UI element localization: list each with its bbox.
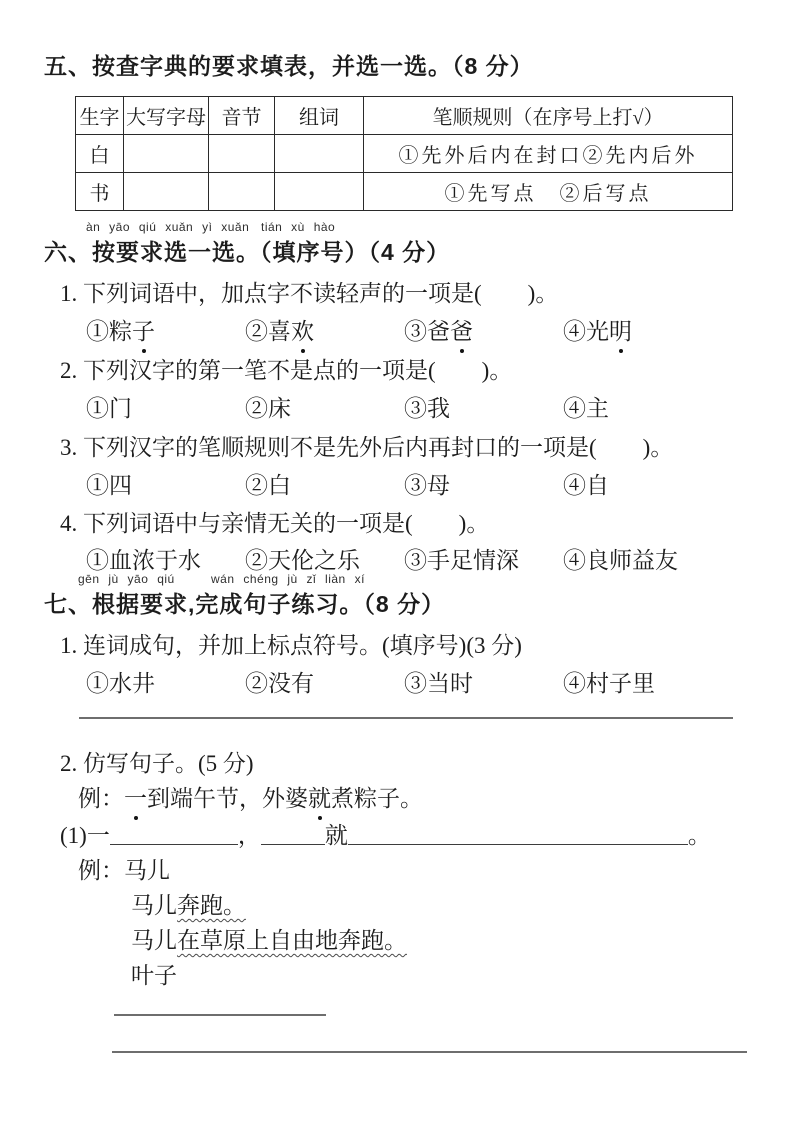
- header-shengzi: 生字: [76, 97, 124, 135]
- rule-choice-cell[interactable]: ①先写点 ②后写点: [364, 173, 733, 211]
- option-text: ②白: [245, 473, 291, 498]
- option-1[interactable]: [86, 313, 245, 346]
- dictionary-table: [75, 96, 733, 211]
- section7-pinyin-rest: wán chéng jù zǐ liàn xí: [211, 572, 365, 586]
- fill-blank-2[interactable]: [261, 822, 325, 845]
- option-2[interactable]: [245, 313, 404, 346]
- option-text: ②床: [245, 396, 291, 421]
- s6-q2-stem: 2. 下列汉字的第一笔不是点的一项是( )。: [60, 358, 513, 383]
- s7-q1-options: [86, 665, 655, 698]
- header-yinjie: 音节: [209, 97, 275, 135]
- section6-pinyin-paren: tián xù hào: [261, 220, 336, 234]
- header-zuci: 组词: [275, 97, 364, 135]
- s6-q4-options: [86, 542, 678, 575]
- table-header-row: [76, 97, 733, 135]
- example-text: 马儿: [124, 858, 170, 883]
- answer-line-short[interactable]: [114, 1014, 326, 1016]
- answer-line-long[interactable]: [112, 1051, 747, 1053]
- dotted-char: 一: [124, 780, 147, 813]
- example-text: 到端午节，外婆: [147, 786, 308, 811]
- option-text: ④光: [563, 319, 609, 344]
- s6-q3-options: [86, 467, 609, 500]
- wavy-underlined-text: 在草原上自由地奔跑。: [177, 928, 407, 953]
- option-text: ②喜: [245, 319, 291, 344]
- s6-q3-stem: 3. 下列汉字的笔顺规则不是先外后内再封口的一项是( )。: [60, 435, 674, 460]
- table-row-bai: [76, 135, 733, 173]
- dotted-char: 爸: [450, 313, 473, 346]
- option-text: ①血浓于水: [86, 548, 201, 573]
- s7-q2-fill-line: [60, 817, 711, 850]
- example-text: 马儿: [131, 928, 177, 953]
- s7-q2-stem: 2. 仿写句子。(5 分): [60, 751, 254, 776]
- s7-q2-example1: [78, 780, 423, 813]
- option-text: ③我: [404, 396, 450, 421]
- option-text: ④良师益友: [563, 548, 678, 573]
- table-row-shu: [76, 173, 733, 211]
- option-4[interactable]: [563, 665, 655, 698]
- s6-q1-options: [86, 313, 632, 346]
- s7-q2-example2-line4: 叶子: [131, 963, 177, 988]
- option-2[interactable]: [245, 467, 404, 500]
- option-text: ④村子里: [563, 671, 655, 696]
- option-3[interactable]: [404, 313, 563, 346]
- option-1[interactable]: [86, 467, 245, 500]
- s6-q1-stem: 1. 下列词语中，加点字不读轻声的一项是( )。: [60, 281, 559, 306]
- fill-blank-1[interactable]: [110, 822, 238, 845]
- option-text: ①四: [86, 473, 132, 498]
- example-text: 煮粽子。: [331, 786, 423, 811]
- option-1[interactable]: [86, 665, 245, 698]
- option-4[interactable]: [563, 467, 609, 500]
- option-text: ③手足情深: [404, 548, 519, 573]
- option-text: ①门: [86, 396, 132, 421]
- example-label: 例：: [78, 786, 124, 811]
- dotted-char: 子: [132, 313, 155, 346]
- s7-q2-example2-line1: [78, 852, 170, 885]
- option-text: ①粽: [86, 319, 132, 344]
- header-daxiezimu: 大写字母: [124, 97, 209, 135]
- option-text: ④自: [563, 473, 609, 498]
- option-2[interactable]: [245, 665, 404, 698]
- option-text: ②天伦之乐: [245, 548, 360, 573]
- answer-cell-uppercase[interactable]: [124, 135, 209, 173]
- section6-pinyin-main: àn yāo qiú xuǎn yì xuǎn: [86, 220, 250, 234]
- rule-choice-cell[interactable]: ①先外后内在封口②先内后外: [364, 135, 733, 173]
- header-bishun: 笔顺规则（在序号上打√）: [364, 97, 733, 135]
- s6-q4-stem: 4. 下列词语中与亲情无关的一项是( )。: [60, 511, 490, 536]
- char-cell: 白: [76, 135, 124, 173]
- char-cell: 书: [76, 173, 124, 211]
- option-2[interactable]: [245, 390, 404, 423]
- example-text: 马儿: [131, 893, 177, 918]
- option-3[interactable]: [404, 390, 563, 423]
- section5-title: 五、按查字典的要求填表，并选一选。（8 分）: [44, 53, 534, 79]
- answer-cell-word[interactable]: [275, 173, 364, 211]
- option-text: ③母: [404, 473, 450, 498]
- option-2[interactable]: [245, 542, 404, 575]
- section7-title: 七、根据要求,完成句子练习。（8 分）: [44, 591, 446, 617]
- s7-q2-example2-line3: [131, 922, 407, 955]
- dotted-char: 就: [308, 780, 331, 813]
- option-text: ④主: [563, 396, 609, 421]
- option-3[interactable]: [404, 467, 563, 500]
- s6-q2-options: [86, 390, 609, 423]
- answer-line-sentence[interactable]: [79, 717, 733, 719]
- option-4[interactable]: [563, 542, 678, 575]
- s7-q2-example2-line2: [131, 887, 246, 920]
- option-3[interactable]: [404, 665, 563, 698]
- answer-cell-syllable[interactable]: [209, 173, 275, 211]
- answer-cell-word[interactable]: [275, 135, 364, 173]
- fill-comma: ，: [237, 823, 261, 848]
- option-text: ②没有: [245, 671, 314, 696]
- fill-blank-3[interactable]: [348, 822, 688, 845]
- fill-prefix: (1)一: [60, 823, 110, 848]
- option-1[interactable]: [86, 542, 245, 575]
- answer-cell-syllable[interactable]: [209, 135, 275, 173]
- option-4[interactable]: [563, 390, 609, 423]
- option-3[interactable]: [404, 542, 563, 575]
- option-1[interactable]: [86, 390, 245, 423]
- dotted-char: 明: [609, 313, 632, 346]
- option-text: ①水井: [86, 671, 155, 696]
- s7-q1-stem: 1. 连词成句，并加上标点符号。(填序号)(3 分): [60, 633, 522, 658]
- fill-jiu: 就: [324, 823, 348, 848]
- fill-period: 。: [687, 823, 711, 848]
- option-text: ③当时: [404, 671, 473, 696]
- wavy-underlined-text: 奔跑。: [177, 893, 246, 918]
- dotted-char: 欢: [291, 313, 314, 346]
- option-text: ③爸: [404, 319, 450, 344]
- example-label: 例：: [78, 858, 124, 883]
- answer-cell-uppercase[interactable]: [124, 173, 209, 211]
- section7-pinyin-main: gēn jù yāo qiú: [78, 572, 175, 586]
- section6-title: 六、按要求选一选。（填序号）（4 分）: [44, 239, 451, 265]
- option-4[interactable]: [563, 313, 632, 346]
